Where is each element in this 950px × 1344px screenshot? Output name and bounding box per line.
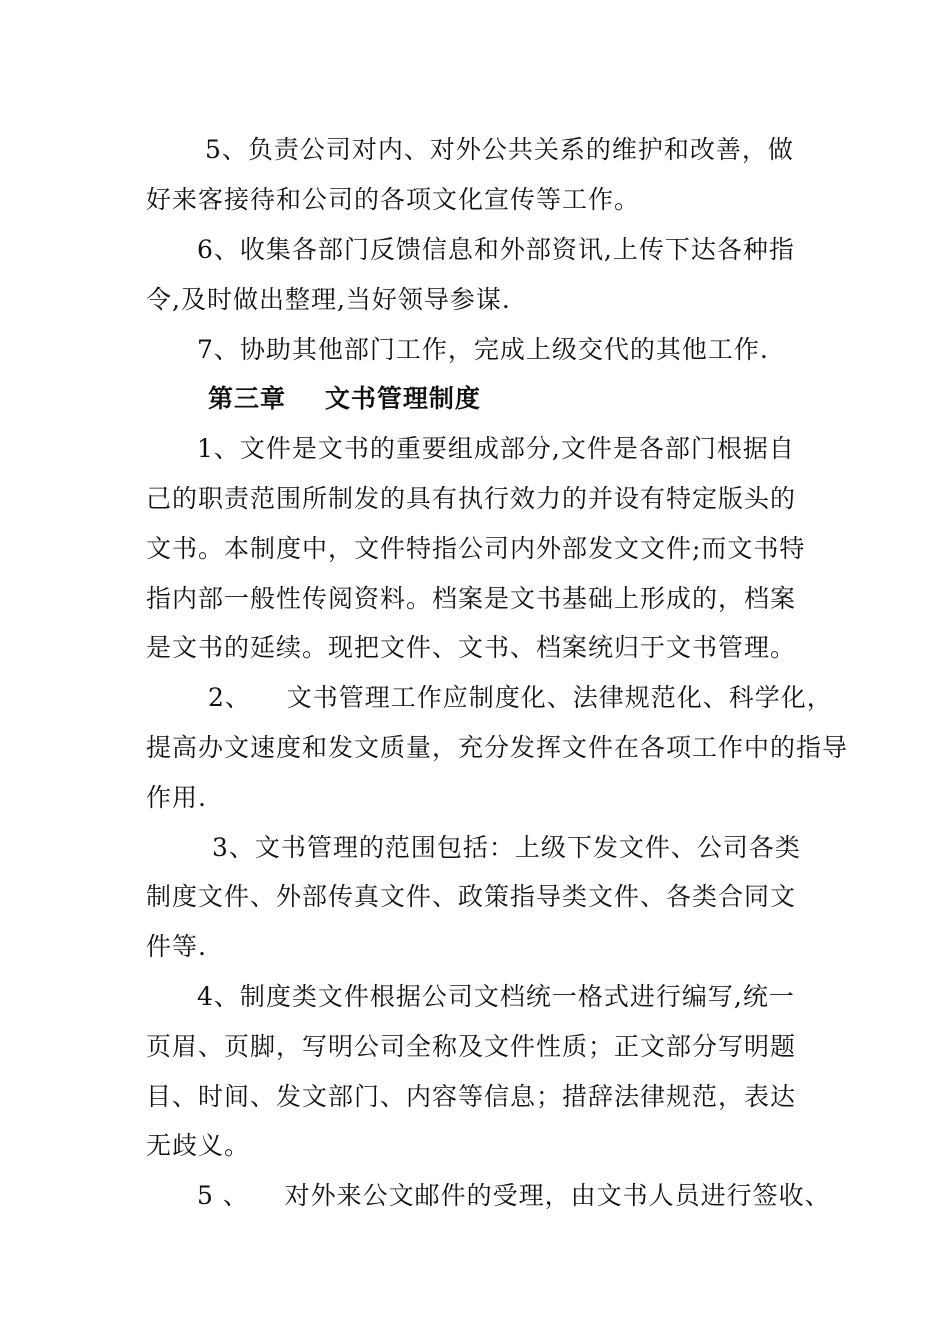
item3-line2: 制度文件、外部传真文件、政策指导类文件、各类合同文: [146, 882, 797, 911]
para6-line2: 令,及时做出整理,当好领导参谋.: [146, 285, 511, 314]
item4-line3: 目、时间、发文部门、内容等信息；措辞法律规范，表达: [146, 1082, 797, 1111]
para6-line1: 6、收集各部门反馈信息和外部资讯,上传下达各种指: [197, 235, 795, 264]
item1-line4: 指内部一般性传阅资料。档案是文书基础上形成的，档案: [146, 584, 797, 613]
item2-line1: 2、 文书管理工作应制度化、法律规范化、科学化，: [208, 683, 833, 712]
item4-line2: 页眉、页脚，写明公司全称及文件性质；正文部分写明题: [146, 1032, 797, 1061]
item2-line2: 提高办文速度和发文质量，充分发挥文件在各项工作中的指导: [146, 733, 849, 762]
item3-line1: 3、文书管理的范围包括：上级下发文件、公司各类: [212, 833, 801, 862]
item5-line1: 5 、 对外来公文邮件的受理，由文书人员进行签收、: [197, 1181, 831, 1210]
chapter-heading: 第三章 文书管理制度: [208, 384, 481, 413]
para7-line1: 7、协助其他部门工作，完成上级交代的其他工作.: [197, 335, 769, 364]
item4-line1: 4、制度类文件根据公司文档统一格式进行编写,统一: [197, 982, 795, 1011]
item1-line1: 1、文件是文书的重要组成部分,文件是各部门根据自: [197, 434, 795, 463]
item2-line3: 作用.: [146, 783, 207, 812]
item1-line5: 是文书的延续。现把文件、文书、档案统归于文书管理。: [146, 633, 797, 662]
para5-line1: 5、负责公司对内、对外公共关系的维护和改善，做: [205, 135, 794, 164]
item3-line3: 件等.: [146, 932, 207, 961]
item1-line2: 己的职责范围所制发的具有执行效力的并设有特定版头的: [146, 484, 797, 513]
item1-line3: 文书。本制度中，文件特指公司内外部发文文件;而文书特: [146, 534, 806, 563]
item4-line4: 无歧义。: [146, 1131, 251, 1160]
para5-line2: 好来客接待和公司的各项文化宣传等工作。: [146, 185, 641, 214]
